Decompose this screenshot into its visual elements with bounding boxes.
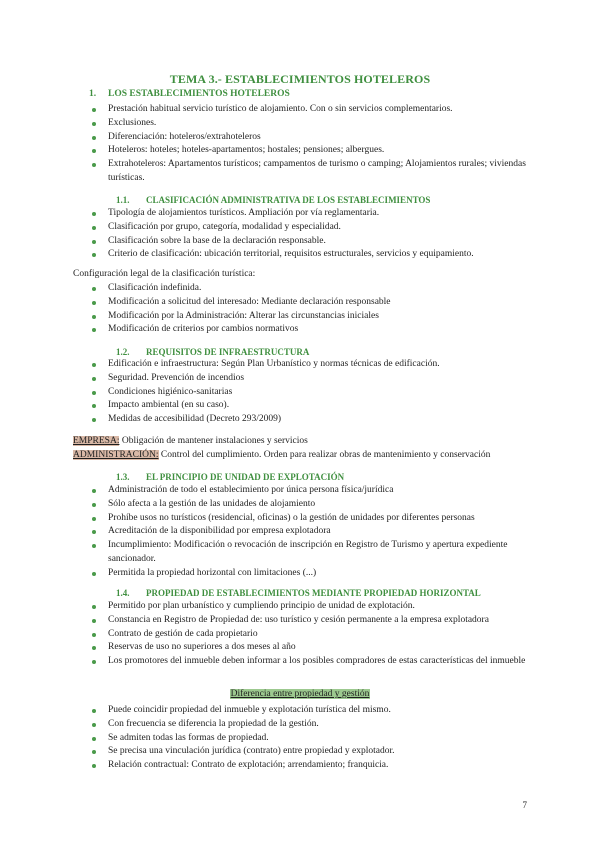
list-item: Exclusiones.	[90, 117, 530, 131]
list-item: Prohíbe usos no turísticos (residencial, oficinas) o la gestión de unidades por diferentes personas	[90, 512, 530, 526]
section-1-4-heading	[116, 588, 481, 598]
section-1-3-heading	[116, 472, 344, 482]
section-1-3-list	[90, 484, 530, 581]
difference-heading-text: Diferencia entre propiedad y gestión	[230, 689, 370, 699]
difference-heading	[0, 689, 600, 699]
empresa-line	[73, 435, 308, 449]
list-item: Reservas de uso no superiores a dos meses al año	[90, 641, 530, 655]
list-item: Medidas de accesibilidad (Decreto 293/2009)	[90, 413, 530, 427]
list-item: Modificación a solicitud del interesado: Mediante declaración responsable	[90, 296, 530, 310]
section-1-1-list	[90, 207, 530, 262]
page-number: 7	[522, 800, 527, 810]
list-item: Edificación e infraestructura: Según Plan Urbanístico y normas técnicas de edificación.	[90, 358, 530, 372]
list-item: Clasificación sobre la base de la declaración responsable.	[90, 235, 530, 249]
admin-text: Control del cumplimiento. Orden para realizar obras de mantenimiento y conservación	[158, 450, 491, 460]
list-item: Modificación por la Administración: Alterar las circunstancias iniciales	[90, 310, 530, 324]
section-1-heading	[89, 89, 290, 99]
list-item: Acreditación de la disponibilidad por empresa explotadora	[90, 525, 530, 539]
list-item: Clasificación indefinida.	[90, 282, 530, 296]
list-item: Incumplimiento: Modificación o revocación de inscripción en Registro de Turismo y apertura expediente sancionador.	[90, 539, 530, 567]
list-item: Se precisa una vinculación jurídica (contrato) entre propiedad y explotador.	[90, 745, 530, 759]
section-1-4-list	[90, 600, 530, 669]
list-item: Con frecuencia se diferencia la propiedad de la gestión.	[90, 718, 530, 732]
section-1-list	[90, 103, 530, 186]
section-1-2-heading	[116, 347, 309, 357]
list-item: Relación contractual: Contrato de explotación; arrendamiento; franquicia.	[90, 759, 530, 773]
section-number: 1.4.	[116, 588, 130, 598]
config-label: Configuración legal de la clasificación turística:	[73, 269, 256, 279]
empresa-label: EMPRESA:	[73, 436, 120, 446]
list-item: Clasificación por grupo, categoría, modalidad y especialidad.	[90, 221, 530, 235]
list-item: Impacto ambiental (en su caso).	[90, 399, 530, 413]
section-title: EL PRINCIPIO DE UNIDAD DE EXPLOTACIÓN	[146, 472, 345, 482]
section-title: PROPIEDAD DE ESTABLECIMIENTOS MEDIANTE PROPIEDAD HORIZONTAL	[146, 588, 481, 598]
list-item: Condiciones higiénico-sanitarias	[90, 386, 530, 400]
admin-line	[73, 449, 490, 463]
list-item: Diferenciación: hoteleros/extrahoteleros	[90, 131, 530, 145]
list-item: Administración de todo el establecimiento por única persona física/jurídica	[90, 484, 530, 498]
section-number: 1.3.	[116, 472, 130, 482]
list-item: Seguridad. Prevención de incendios	[90, 372, 530, 386]
section-title: CLASIFICACIÓN ADMINISTRATIVA DE LOS ESTABLECIMIENTOS	[146, 195, 431, 205]
list-item: Hoteleros: hoteles; hoteles-apartamentos; hostales; pensiones; albergues.	[90, 144, 530, 158]
config-list	[90, 282, 530, 337]
section-title: REQUISITOS DE INFRAESTRUCTURA	[146, 347, 310, 357]
section-title: LOS ESTABLECIMIENTOS HOTELEROS	[108, 89, 290, 99]
section-1-2-list	[90, 358, 530, 427]
difference-list	[90, 704, 530, 773]
section-number: 1.	[89, 89, 97, 99]
list-item: Sólo afecta a la gestión de las unidades de alojamiento	[90, 498, 530, 512]
list-item: Contrato de gestión de cada propietario	[90, 628, 530, 642]
list-item: Constancia en Registro de Propiedad de: uso turístico y cesión permanente a la empresa explotadora	[90, 614, 530, 628]
list-item: Se admiten todas las formas de propiedad.	[90, 732, 530, 746]
list-item: Puede coincidir propiedad del inmueble y explotación turística del mismo.	[90, 704, 530, 718]
list-item: Extrahoteleros: Apartamentos turísticos; campamentos de turismo o camping; Alojamientos rurales; viviendas turísticas.	[90, 158, 530, 186]
list-item: Permitido por plan urbanístico y cumpliendo principio de unidad de explotación.	[90, 600, 530, 614]
list-item: Los promotores del inmueble deben informar a los posibles compradores de estas características del inmueble	[90, 655, 530, 669]
list-item: Prestación habitual servicio turístico de alojamiento. Con o sin servicios complementarios.	[90, 103, 530, 117]
list-item: Modificación de criterios por cambios normativos	[90, 323, 530, 337]
section-number: 1.1.	[116, 195, 130, 205]
page-title: TEMA 3.- ESTABLECIMIENTOS HOTELEROS	[169, 72, 431, 86]
list-item: Permitida la propiedad horizontal con limitaciones (...)	[90, 567, 530, 581]
section-number: 1.2.	[116, 347, 130, 357]
list-item: Tipología de alojamientos turísticos. Ampliación por vía reglamentaria.	[90, 207, 530, 221]
list-item: Criterio de clasificación: ubicación territorial, requisitos estructurales, servicios y equipamiento.	[90, 248, 530, 262]
section-1-1-heading	[116, 195, 430, 205]
empresa-text: Obligación de mantener instalaciones y servicios	[119, 436, 308, 446]
admin-label: ADMINISTRACIÓN:	[73, 450, 159, 460]
